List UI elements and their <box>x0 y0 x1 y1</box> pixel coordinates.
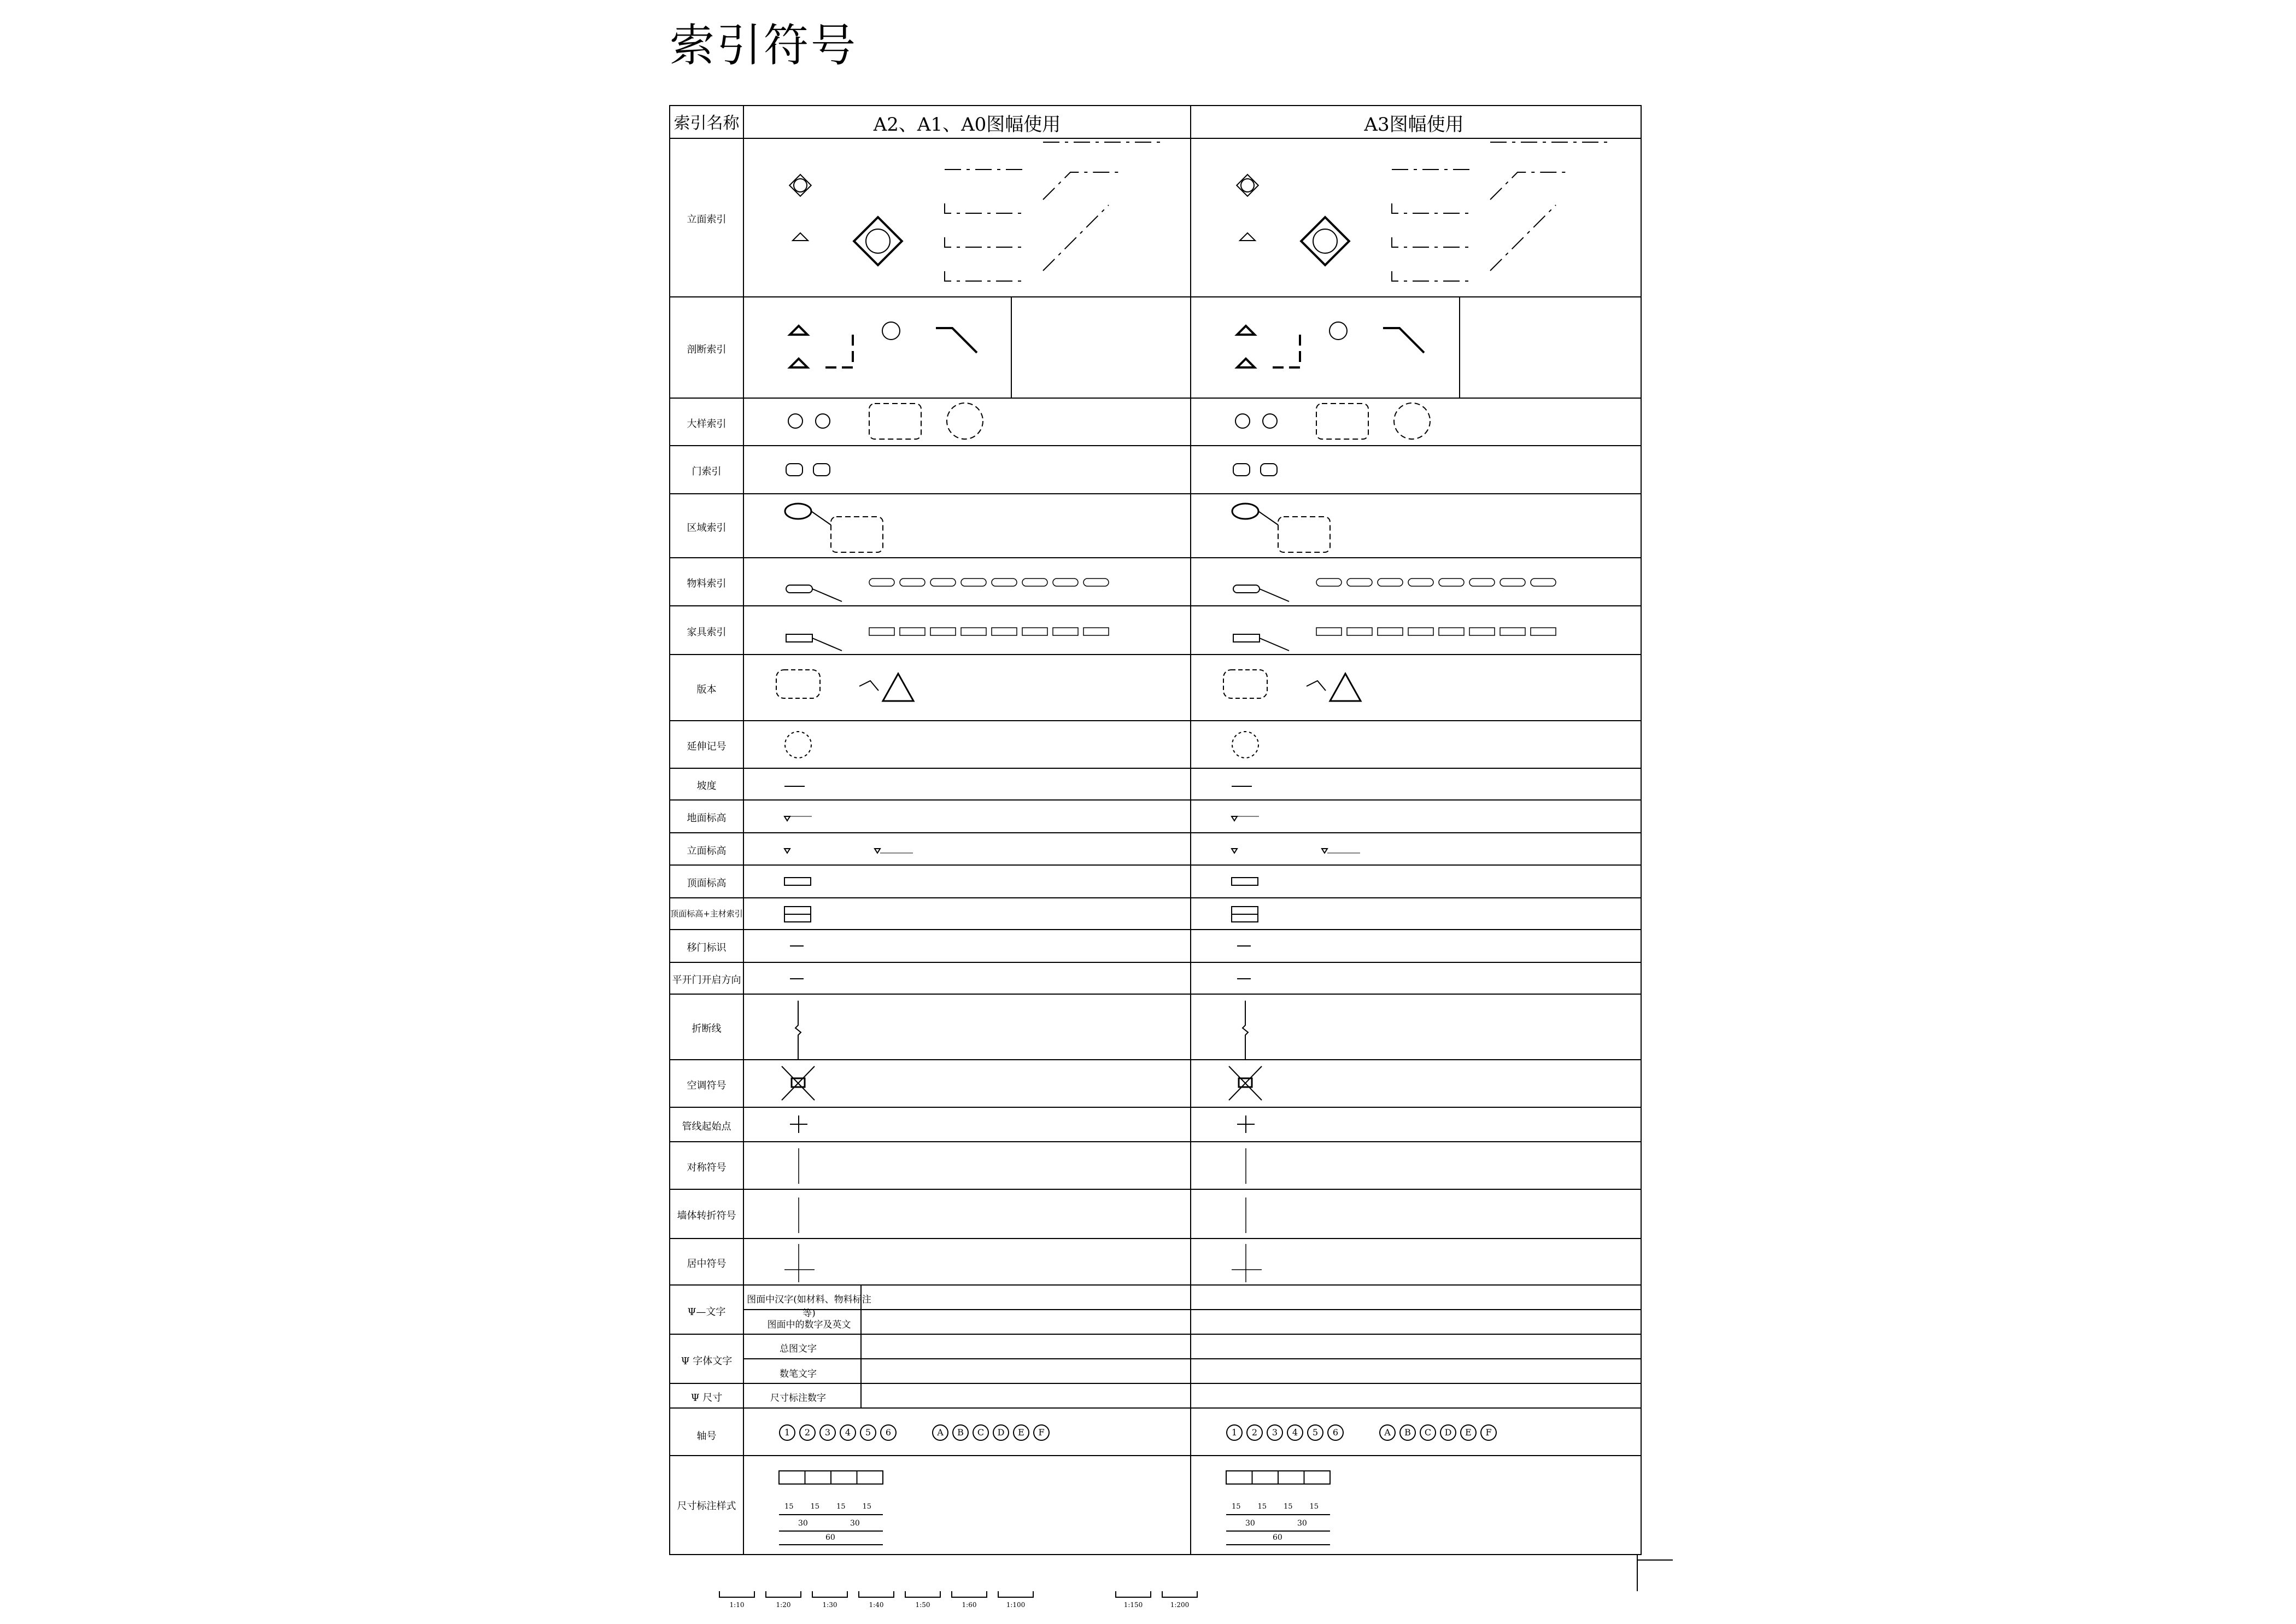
dim-value: 30 <box>1297 1519 1307 1528</box>
revision-leader <box>1307 681 1326 691</box>
dim-value: 60 <box>825 1533 835 1542</box>
row-label: 坡度 <box>696 780 717 792</box>
axis-bubble: A <box>1379 1424 1396 1441</box>
axis-bubble: F <box>1480 1424 1497 1441</box>
axis-bubble: 5 <box>1307 1424 1323 1441</box>
cut-line-dashed <box>1043 172 1120 200</box>
elevation-index-mark <box>1237 174 1258 196</box>
axis-bubble: 3 <box>819 1424 836 1441</box>
material-index-tag <box>1022 628 1047 635</box>
door-index-mark <box>1261 464 1277 476</box>
scale-bar-segment <box>1115 1591 1151 1598</box>
revision-triangle <box>1330 674 1361 701</box>
axis-bubble: 3 <box>1267 1424 1283 1441</box>
zone-index-mark <box>1232 504 1258 519</box>
extension-mark <box>785 732 811 758</box>
material-index-tag <box>786 634 812 642</box>
row-label: 延伸记号 <box>687 740 727 752</box>
door-index-mark <box>786 464 803 476</box>
detail-area-dashed <box>947 403 983 439</box>
zone-leader <box>811 511 831 525</box>
section-cut-line <box>1383 328 1424 353</box>
scale-bar-label: 1:40 <box>869 1601 884 1609</box>
material-index-tag <box>1083 579 1109 586</box>
axis-bubble: B <box>952 1424 969 1441</box>
row-label: 空调符号 <box>687 1079 727 1091</box>
zone-index-mark <box>785 504 811 519</box>
dim-style-label: 尺寸标注样式 <box>677 1500 736 1512</box>
material-index-tag <box>869 628 894 635</box>
section-cut-line <box>820 335 853 367</box>
row-label: 折断线 <box>692 1023 722 1035</box>
elevation-index-mark <box>789 174 811 196</box>
material-index-tag <box>786 585 812 593</box>
revision-cloud <box>776 670 820 698</box>
material-index-tag <box>1347 628 1372 635</box>
section-index-mark <box>1237 326 1255 335</box>
row-label: 墙体转折符号 <box>677 1210 736 1222</box>
material-index-tag <box>1469 579 1495 586</box>
material-index-tag <box>1316 628 1342 635</box>
axis-bubble: 2 <box>799 1424 816 1441</box>
revision-triangle <box>883 674 913 701</box>
scale-bar-label: 1:20 <box>776 1601 791 1609</box>
material-index-tag <box>1439 628 1464 635</box>
elevation-index-mark <box>793 233 808 241</box>
dim-sub: 尺寸标注数字 <box>770 1393 826 1404</box>
section-cut-line <box>1267 335 1300 367</box>
material-index-tag <box>1233 634 1260 642</box>
dim-label: Ψ 尺寸 <box>690 1392 723 1404</box>
elevation-index-mark <box>1241 179 1254 192</box>
row-label: 移门标识 <box>687 942 727 954</box>
axis-bubble: E <box>1460 1424 1477 1441</box>
material-index-tag <box>1053 628 1078 635</box>
row-label: 管线起始点 <box>682 1120 731 1132</box>
cut-line-dashed <box>1490 172 1567 200</box>
dim-value: 60 <box>1273 1533 1282 1542</box>
axis-bubble: 6 <box>880 1424 897 1441</box>
door-index-mark <box>813 464 830 476</box>
floor-level-mark <box>1232 816 1237 821</box>
dim-value: 30 <box>850 1519 860 1528</box>
row-label: 顶面标高 <box>687 878 727 889</box>
material-index-tag <box>1316 579 1342 586</box>
detail-index-mark <box>1263 414 1277 428</box>
header-large-sheet: A2、A1、A0图幅使用 <box>873 114 1061 136</box>
ceiling-level-mark <box>784 878 811 885</box>
elevation-index-mark <box>1301 217 1349 265</box>
detail-index-mark <box>816 414 830 428</box>
material-leader <box>812 638 842 651</box>
cut-line-dashed <box>1043 205 1109 271</box>
section-index-mark <box>882 322 900 340</box>
material-index-tag <box>1408 628 1433 635</box>
dim-value: 15 <box>784 1503 794 1511</box>
material-index-tag <box>961 579 986 586</box>
detail-index-mark <box>1235 414 1250 428</box>
ceiling-level-mark <box>1232 878 1258 885</box>
section-index-mark <box>790 326 807 335</box>
cut-line-dashed <box>945 203 1027 213</box>
row-label: 对称符号 <box>687 1161 727 1173</box>
dim-value: 15 <box>810 1503 820 1511</box>
material-index-tag <box>900 579 925 586</box>
material-index-tag <box>961 628 986 635</box>
row-label: 剖断索引 <box>687 343 727 355</box>
dim-value: 15 <box>862 1503 872 1511</box>
elevation-index-mark <box>1240 233 1255 241</box>
dim-value: 15 <box>1257 1503 1267 1511</box>
row-label: 立面索引 <box>687 214 727 225</box>
elevation-level-mark <box>1232 849 1237 853</box>
door-index-mark <box>1233 464 1250 476</box>
axis-bubble: A <box>932 1424 948 1441</box>
dim-value: 15 <box>836 1503 846 1511</box>
elevation-index-mark <box>794 179 807 192</box>
axis-bubble: 4 <box>840 1424 856 1441</box>
material-index-tag <box>1408 579 1433 586</box>
material-leader <box>1260 589 1289 601</box>
detail-index-mark <box>788 414 803 428</box>
row-label: 版本 <box>696 684 717 696</box>
material-index-tag <box>1531 579 1556 586</box>
elevation-index-mark <box>866 229 890 253</box>
row-label: 大样索引 <box>687 418 727 430</box>
row-label: 平开门开启方向 <box>672 974 741 986</box>
detail-area-dashed <box>1316 404 1368 439</box>
elevation-index-mark <box>854 217 902 265</box>
axis-label: 轴号 <box>696 1430 717 1442</box>
cut-line-dashed <box>1392 203 1474 213</box>
axis-bubble: F <box>1033 1424 1050 1441</box>
scale-bar-segment <box>812 1591 848 1598</box>
axis-bubble: C <box>973 1424 989 1441</box>
extension-mark <box>1232 732 1258 758</box>
cut-line-dashed <box>1392 237 1474 247</box>
scale-bar-segment <box>765 1591 801 1598</box>
dim-value: 15 <box>1309 1503 1319 1511</box>
row-label: 家具索引 <box>687 626 727 638</box>
material-index-tag <box>992 628 1017 635</box>
revision-leader <box>859 681 878 691</box>
scale-bar-segment <box>951 1591 987 1598</box>
cut-line-dashed <box>945 271 1027 281</box>
scale-bar-label: 1:50 <box>915 1601 930 1609</box>
cut-line-dashed <box>1392 271 1474 281</box>
material-index-tag <box>1053 579 1078 586</box>
axis-bubble: B <box>1399 1424 1416 1441</box>
header-small-sheet: A3图幅使用 <box>1364 114 1464 136</box>
elevation-level-mark <box>875 849 880 853</box>
scale-bar-label: 1:200 <box>1170 1601 1190 1609</box>
elevation-level-mark <box>784 849 790 853</box>
material-index-tag <box>992 579 1017 586</box>
row-label: 区域索引 <box>687 522 727 534</box>
scale-bar-segment <box>858 1591 894 1598</box>
dim-value: 15 <box>1284 1503 1293 1511</box>
dim-value: 30 <box>1245 1519 1255 1528</box>
scale-bar-label: 1:100 <box>1006 1601 1026 1609</box>
axis-bubble: E <box>1013 1424 1029 1441</box>
material-leader <box>812 589 842 601</box>
axis-bubble: 1 <box>1226 1424 1243 1441</box>
material-leader <box>1260 638 1289 651</box>
axis-bubble: 6 <box>1327 1424 1344 1441</box>
material-index-tag <box>1378 579 1403 586</box>
row-label: 物料索引 <box>687 578 727 589</box>
break-line <box>795 1001 801 1060</box>
section-cut-line <box>936 328 977 353</box>
material-index-tag <box>900 628 925 635</box>
row-label: 门索引 <box>692 466 722 477</box>
row-label: 顶面标高+主材索引 <box>670 909 743 919</box>
scale-bar-label: 1:60 <box>962 1601 977 1609</box>
text-sub2: 图面中的数字及英文 <box>767 1319 851 1330</box>
detail-area-dashed <box>869 404 921 439</box>
material-index-tag <box>1500 579 1525 586</box>
material-index-tag <box>930 579 956 586</box>
floor-level-mark <box>784 816 790 821</box>
material-index-tag <box>1469 628 1495 635</box>
material-index-tag <box>1347 579 1372 586</box>
scale-bar-label: 1:150 <box>1123 1601 1143 1609</box>
material-index-tag <box>1022 579 1047 586</box>
cut-line-dashed <box>1490 205 1556 271</box>
zone-area-dashed <box>831 517 883 552</box>
row-label: 立面标高 <box>687 845 727 857</box>
axis-bubble: 2 <box>1246 1424 1263 1441</box>
material-index-tag <box>1531 628 1556 635</box>
text-label: Ψ—文字 <box>687 1306 726 1318</box>
material-index-tag <box>1439 579 1464 586</box>
axis-bubble: 5 <box>860 1424 876 1441</box>
dim-value: 15 <box>1232 1503 1241 1511</box>
scale-bar-label: 1:30 <box>822 1601 837 1609</box>
material-index-tag <box>1378 628 1403 635</box>
row-label: 地面标高 <box>687 813 727 824</box>
row-label: 居中符号 <box>687 1258 727 1270</box>
section-index-mark <box>790 359 807 367</box>
page-title: 索引符号 <box>670 20 858 72</box>
cut-line-dashed <box>945 237 1027 247</box>
axis-bubble: D <box>993 1424 1009 1441</box>
revision-cloud <box>1223 670 1267 698</box>
scale-bar-segment <box>1162 1591 1198 1598</box>
material-index-tag <box>869 579 894 586</box>
material-index-tag <box>1083 628 1109 635</box>
text-sub1: 图面中汉字(如材料、物料标注等) <box>747 1294 871 1319</box>
zone-leader <box>1258 511 1278 525</box>
scale-bar-segment <box>998 1591 1034 1598</box>
scale-bar-segment <box>719 1591 755 1598</box>
axis-bubble: 1 <box>779 1424 795 1441</box>
axis-bubble: D <box>1440 1424 1456 1441</box>
material-index-tag <box>1500 628 1525 635</box>
material-index-tag <box>1233 585 1260 593</box>
elevation-level-mark <box>1322 849 1327 853</box>
font-sub1: 总图文字 <box>780 1343 817 1354</box>
elevation-index-mark <box>1313 229 1337 253</box>
header-name-column: 索引名称 <box>673 114 740 133</box>
scale-bar-segment <box>905 1591 941 1598</box>
material-index-tag <box>930 628 956 635</box>
scale-bar-label: 1:10 <box>729 1601 745 1609</box>
break-line <box>1243 1001 1248 1060</box>
font-label: Ψ 字体文字 <box>681 1356 733 1367</box>
axis-bubble: 4 <box>1287 1424 1303 1441</box>
detail-area-dashed <box>1394 403 1430 439</box>
section-index-mark <box>1329 322 1347 340</box>
section-index-mark <box>1237 359 1255 367</box>
axis-bubble: C <box>1420 1424 1436 1441</box>
zone-area-dashed <box>1278 517 1330 552</box>
dim-value: 30 <box>798 1519 808 1528</box>
font-sub2: 数笔文字 <box>780 1369 817 1380</box>
